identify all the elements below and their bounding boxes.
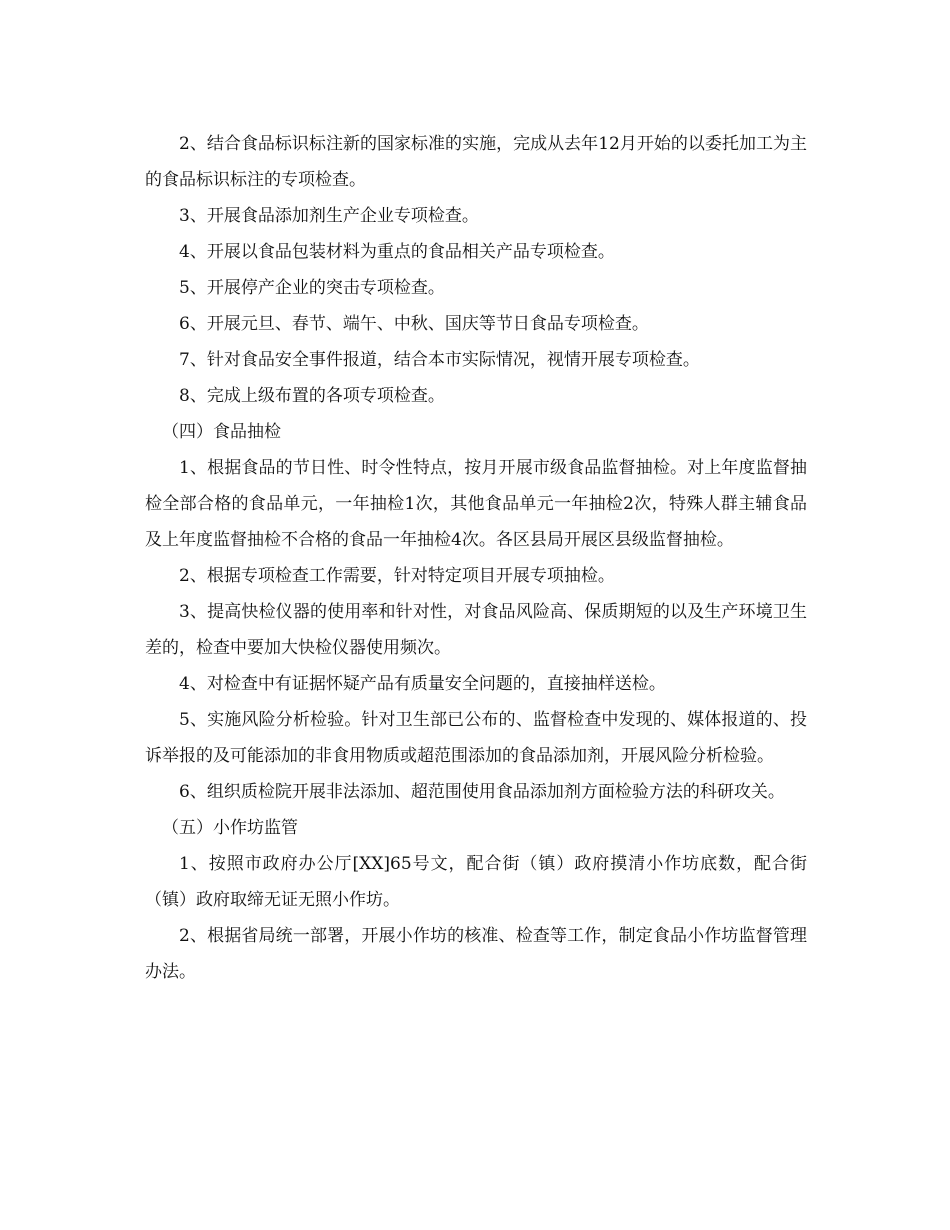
paragraph-sampling-6: 6、组织质检院开展非法添加、超范围使用食品添加剂方面检验方法的科研攻关。 (179, 782, 785, 802)
section-heading-small-workshop: （五）小作坊监管 (162, 818, 298, 838)
paragraph-sampling-4: 4、对检查中有证据怀疑产品有质量安全问题的，直接抽样送检。 (179, 674, 666, 694)
paragraph-item-7: 7、针对食品安全事件报道，结合本市实际情况，视情开展专项检查。 (179, 350, 700, 370)
paragraph-sampling-5: 5、实施风险分析检验。针对卫生部已公布的、监督检查中发现的、媒体报道的、投诉举报的及可能添加的非食用物质或超范围添加的食品添加剂，开展风险分析检验。 (145, 710, 807, 766)
paragraph-workshop-1: 1、按照市政府办公厅[XX]65号文，配合街（镇）政府摸清小作坊底数，配合街（镇）政府取缔无证无照小作坊。 (145, 854, 807, 910)
paragraph-item-3: 3、开展食品添加剂生产企业专项检查。 (179, 206, 479, 226)
paragraph-sampling-3: 3、提高快检仪器的使用率和针对性，对食品风险高、保质期短的以及生产环境卫生差的，检查中要加大快检仪器使用频次。 (145, 602, 807, 658)
paragraph-item-5: 5、开展停产企业的突击专项检查。 (179, 278, 445, 298)
section-heading-food-sampling: （四）食品抽检 (162, 422, 281, 442)
paragraph-item-2: 2、结合食品标识标注新的国家标准的实施，完成从去年12月开始的以委托加工为主的食品标识标注的专项检查。 (145, 134, 807, 190)
paragraph-sampling-2: 2、根据专项检查工作需要，针对特定项目开展专项抽检。 (179, 566, 615, 586)
paragraph-workshop-2: 2、根据省局统一部署，开展小作坊的核准、检查等工作，制定食品小作坊监督管理办法。 (145, 926, 807, 982)
paragraph-item-6: 6、开展元旦、春节、端午、中秋、国庆等节日食品专项检查。 (179, 314, 649, 334)
paragraph-item-4: 4、开展以食品包装材料为重点的食品相关产品专项检查。 (179, 242, 615, 262)
paragraph-item-8: 8、完成上级布置的各项专项检查。 (179, 386, 445, 406)
document-body (145, 126, 807, 990)
paragraph-sampling-1: 1、根据食品的节日性、时令性特点，按月开展市级食品监督抽检。对上年度监督抽检全部合格的食品单元，一年抽检1次，其他食品单元一年抽检2次，特殊人群主辅食品及上年度监督抽检不合格的食品一年抽检4次。各区县局开展区县级监督抽检。 (145, 458, 807, 550)
